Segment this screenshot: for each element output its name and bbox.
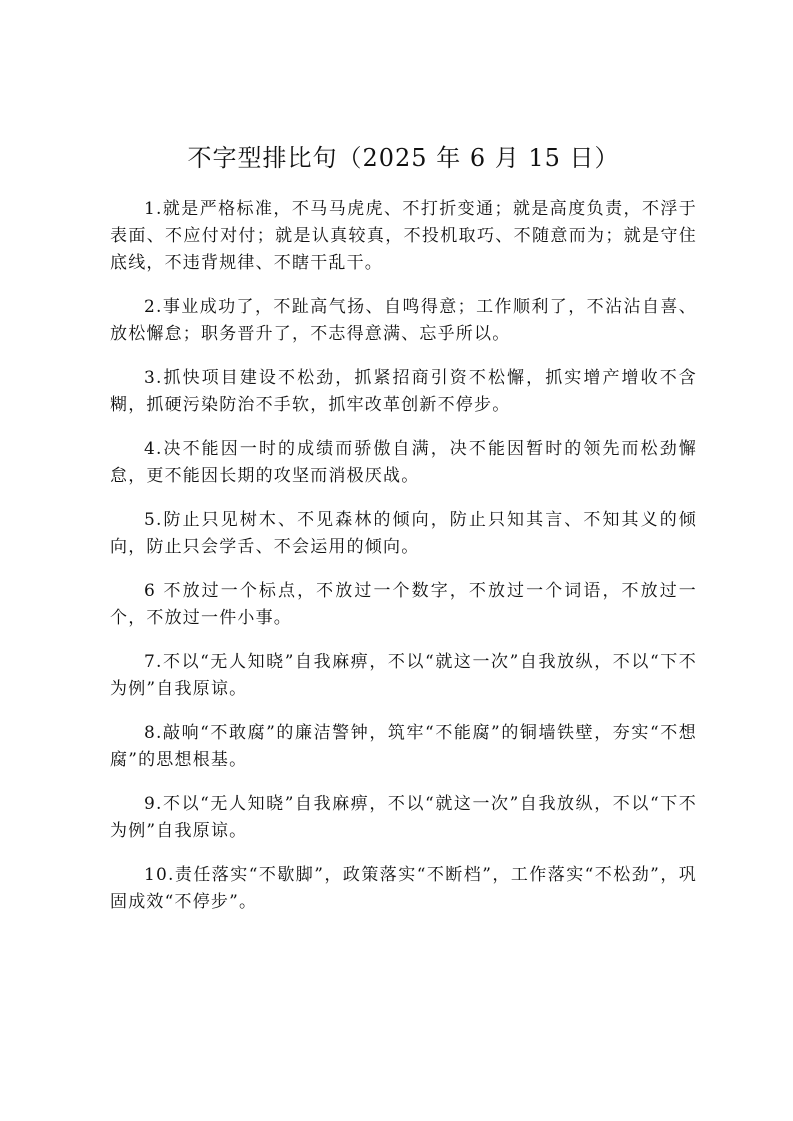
paragraph-10: 10.责任落实“不歇脚”，政策落实“不断档”，工作落实“不松劲”，巩固成效“不停步”。 bbox=[110, 865, 697, 912]
paragraph-1: 1.就是严格标准，不马马虎虎、不打折变通；就是高度负责，不浮于表面、不应付对付；就是认真较真，不投机取巧、不随意而为；就是守住底线，不违背规律、不瞎干乱干。 bbox=[110, 199, 697, 273]
paragraph-7: 7.不以“无人知晓”自我麻痹，不以“就这一次”自我放纵，不以“下不为例”自我原谅。 bbox=[110, 652, 697, 699]
document-title: 不字型排比句（2025 年 6 月 15 日） bbox=[187, 144, 620, 172]
paragraph-4: 4.决不能因一时的成绩而骄傲自满，决不能因暂时的领先而松劲懈怠，更不能因长期的攻坚而消极厌战。 bbox=[110, 439, 697, 486]
paragraph-6: 6 不放过一个标点，不放过一个数字，不放过一个词语，不放过一个，不放过一件小事。 bbox=[110, 581, 697, 628]
paragraph-5: 5.防止只见树木、不见森林的倾向，防止只知其言、不知其义的倾向，防止只会学舌、不会运用的倾向。 bbox=[110, 510, 697, 557]
paragraph-2: 2.事业成功了，不趾高气扬、自鸣得意；工作顺利了，不沾沾自喜、放松懈怠；职务晋升了，不志得意满、忘乎所以。 bbox=[110, 297, 697, 344]
paragraph-8: 8.敲响“不敢腐”的廉洁警钟，筑牢“不能腐”的铜墙铁壁，夯实“不想腐”的思想根基。 bbox=[110, 723, 697, 770]
paragraph-9: 9.不以“无人知晓”自我麻痹，不以“就这一次”自我放纵，不以“下不为例”自我原谅。 bbox=[110, 794, 697, 841]
paragraph-3: 3.抓快项目建设不松劲，抓紧招商引资不松懈，抓实增产增收不含糊，抓硬污染防治不手软，抓牢改革创新不停步。 bbox=[110, 368, 697, 415]
